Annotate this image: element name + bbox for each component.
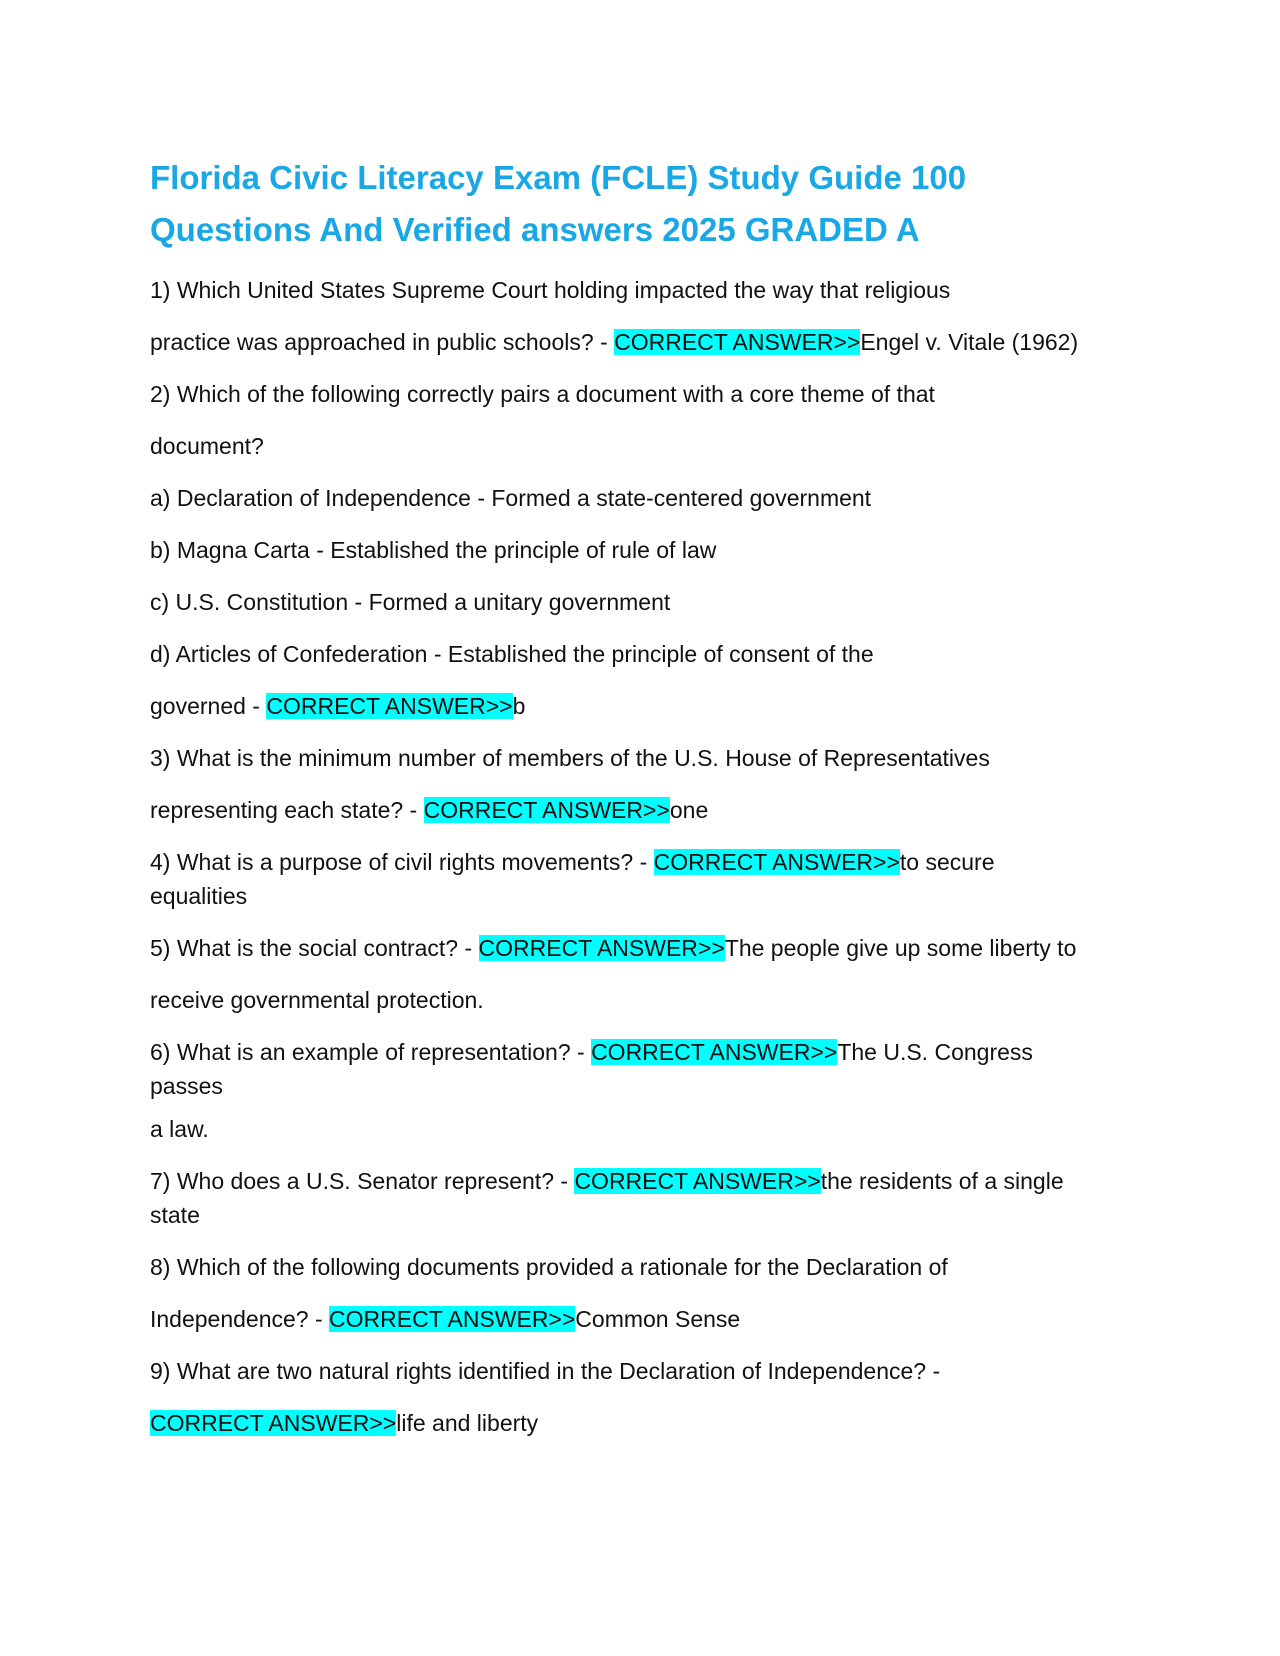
q2-option-b: b) Magna Carta - Established the principle of rule of law bbox=[150, 537, 717, 563]
q5-answer-part-1: The people give up some liberty to bbox=[724, 935, 1077, 961]
q9-answer: life and liberty bbox=[396, 1410, 539, 1436]
title-line-2: Questions And Verified answers 2025 GRADED A bbox=[150, 211, 920, 248]
q1-answer-marker: CORRECT ANSWER>> bbox=[614, 329, 861, 355]
q7-line-2: state bbox=[150, 1202, 200, 1228]
q4-answer-part-1: to secure bbox=[899, 849, 995, 875]
q1-line-1: 1) Which United States Supreme Court holding impacted the way that religious bbox=[150, 277, 951, 303]
q8-line-1: 8) Which of the following documents provided a rationale for the Declaration of bbox=[150, 1254, 948, 1280]
q9-line-2 bbox=[150, 1397, 1135, 1449]
q7-answer-marker: CORRECT ANSWER>> bbox=[574, 1168, 821, 1194]
document-page bbox=[150, 152, 1135, 1449]
q4-line-2: equalities bbox=[150, 883, 248, 909]
q2-option-d-end: governed - bbox=[150, 693, 267, 719]
q6-line-3: a law. bbox=[150, 1116, 209, 1142]
q2-line-1: 2) Which of the following correctly pairs a document with a core theme of that bbox=[150, 381, 935, 407]
q2-answer: b bbox=[512, 693, 526, 719]
q6-line-2: passes bbox=[150, 1073, 223, 1099]
q8-question-end: Independence? - bbox=[150, 1306, 330, 1332]
q5-answer-marker: CORRECT ANSWER>> bbox=[478, 935, 725, 961]
document-title bbox=[150, 152, 1135, 256]
q8-line-2 bbox=[150, 1293, 1135, 1345]
q3-answer-marker: CORRECT ANSWER>> bbox=[423, 797, 670, 823]
q4-line-1 bbox=[150, 845, 1135, 879]
q2-option-d: d) Articles of Confederation - Established the principle of consent of the bbox=[150, 641, 874, 667]
q9-answer-marker: CORRECT ANSWER>> bbox=[150, 1410, 397, 1436]
q2-line-2: document? bbox=[150, 433, 264, 459]
q7-question: 7) Who does a U.S. Senator represent? - bbox=[150, 1168, 575, 1194]
q5-line-2: receive governmental protection. bbox=[150, 987, 484, 1013]
q2-option-c: c) U.S. Constitution - Formed a unitary government bbox=[150, 589, 671, 615]
q3-question-end: representing each state? - bbox=[150, 797, 424, 823]
q5-question: 5) What is the social contract? - bbox=[150, 935, 479, 961]
title-line-1: Florida Civic Literacy Exam (FCLE) Study Guide 100 bbox=[150, 159, 967, 196]
q7-answer-part-1: the residents of a single bbox=[820, 1168, 1064, 1194]
q6-answer-part-1: The U.S. Congress bbox=[837, 1039, 1033, 1065]
q3-line-1: 3) What is the minimum number of members of the U.S. House of Representatives bbox=[150, 745, 990, 771]
q5-line-1 bbox=[150, 922, 1135, 974]
q8-answer: Common Sense bbox=[575, 1306, 741, 1332]
q4-answer-marker: CORRECT ANSWER>> bbox=[653, 849, 900, 875]
q3-answer: one bbox=[669, 797, 709, 823]
q7-line-1 bbox=[150, 1164, 1135, 1198]
q2-answer-line bbox=[150, 680, 1135, 732]
q6-answer-marker: CORRECT ANSWER>> bbox=[591, 1039, 838, 1065]
q4-question: 4) What is a purpose of civil rights movements? - bbox=[150, 849, 654, 875]
q3-line-2 bbox=[150, 784, 1135, 836]
q6-question: 6) What is an example of representation? - bbox=[150, 1039, 592, 1065]
q1-line-2 bbox=[150, 316, 1135, 368]
q6-line-1 bbox=[150, 1035, 1135, 1069]
q9-line-1: 9) What are two natural rights identified in the Declaration of Independence? - bbox=[150, 1358, 941, 1384]
q1-question-end: practice was approached in public schools? - bbox=[150, 329, 615, 355]
q1-answer: Engel v. Vitale (1962) bbox=[860, 329, 1079, 355]
q2-answer-marker: CORRECT ANSWER>> bbox=[266, 693, 513, 719]
q2-option-a: a) Declaration of Independence - Formed a state-centered government bbox=[150, 485, 872, 511]
q8-answer-marker: CORRECT ANSWER>> bbox=[329, 1306, 576, 1332]
